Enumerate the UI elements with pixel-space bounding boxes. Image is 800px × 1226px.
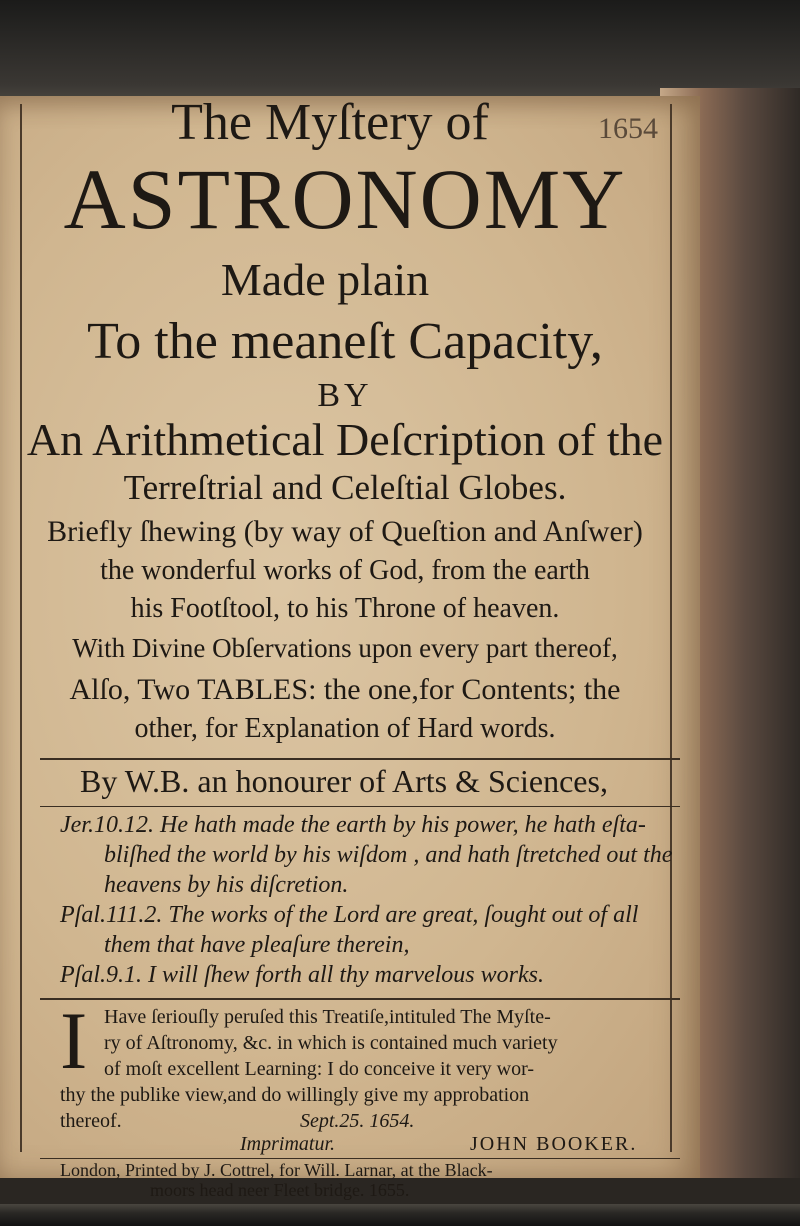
imprimatur-line-3: of moſt excellent Learning: I do conceive it very wor- xyxy=(104,1058,534,1080)
rule-above-imprimatur xyxy=(40,998,680,1000)
description-line-2: Terreſtrial and Celeſtial Globes. xyxy=(123,468,567,507)
description-line-3: Briefly ſhewing (by way of Queſtion and Anſwer) xyxy=(47,515,643,548)
scripture-line-3: heavens by his diſcretion. xyxy=(104,872,349,898)
rule-below-author xyxy=(40,806,680,807)
background-bottom xyxy=(0,1204,800,1226)
description-line-4: the wonderful works of God, from the earth xyxy=(100,555,590,586)
title-astronomy: ASTRONOMY xyxy=(63,151,627,247)
title-line-mystery: The Myſtery of xyxy=(171,94,489,151)
imprimatur-dropcap: I xyxy=(60,995,88,1086)
scripture-line-5: them that have pleaſure therein, xyxy=(104,932,410,958)
imprimatur-line-5: thereof. xyxy=(60,1110,122,1132)
description-line-1: An Arithmetical Deſcription of the xyxy=(26,414,664,465)
rule-above-imprint xyxy=(40,1158,680,1159)
author-line: By W.B. an honourer of Arts & Sciences, xyxy=(80,763,608,799)
description-line-5: his Footſtool, to his Throne of heaven. xyxy=(130,593,560,624)
imprimatur-signer: JOHN BOOKER. xyxy=(470,1133,638,1155)
scripture-line-4: Pſal.111.2. The works of the Lord are great, ſought out of all xyxy=(60,902,639,928)
title-date-corner: 1654 xyxy=(598,112,658,145)
title-made-plain: Made plain xyxy=(220,254,430,305)
scripture-line-1: Jer.10.12. He hath made the earth by his power, he hath eſta- xyxy=(60,812,646,838)
imprimatur-label: Imprimatur. xyxy=(240,1133,336,1155)
imprint-line-2: moors head neer Fleet bridge. 1655. xyxy=(150,1180,410,1200)
scripture-line-6: Pſal.9.1. I will ſhew forth all thy marvelous works. xyxy=(60,962,544,988)
description-line-6: With Divine Obſervations upon every part thereof, xyxy=(72,633,618,663)
imprint-line-1: London, Printed by J. Cottrel, for Will. Larnar, at the Black- xyxy=(60,1160,493,1180)
description-line-8: other, for Explanation of Hard words. xyxy=(134,713,556,744)
imprimatur-line-4: thy the publike view,and do willingly give my approbation xyxy=(60,1084,530,1106)
imprimatur-line-2: ry of Aſtronomy, &c. in which is contained much variety xyxy=(104,1032,558,1054)
title-by: BY xyxy=(317,377,373,414)
title-meanest-capacity: To the meaneſt Capacity, xyxy=(87,313,603,370)
rule-above-author xyxy=(40,758,680,760)
imprimatur-date: Sept.25. 1654. xyxy=(300,1110,415,1132)
description-line-7: Alſo, Two TABLES: the one,for Contents; the xyxy=(69,673,621,706)
imprimatur-line-1: Have ſeriouſly peruſed this Treatiſe,intituled The Myſte- xyxy=(104,1006,551,1028)
scripture-line-2: bliſhed the world by his wiſdom , and hath ſtretched out the xyxy=(104,842,673,868)
